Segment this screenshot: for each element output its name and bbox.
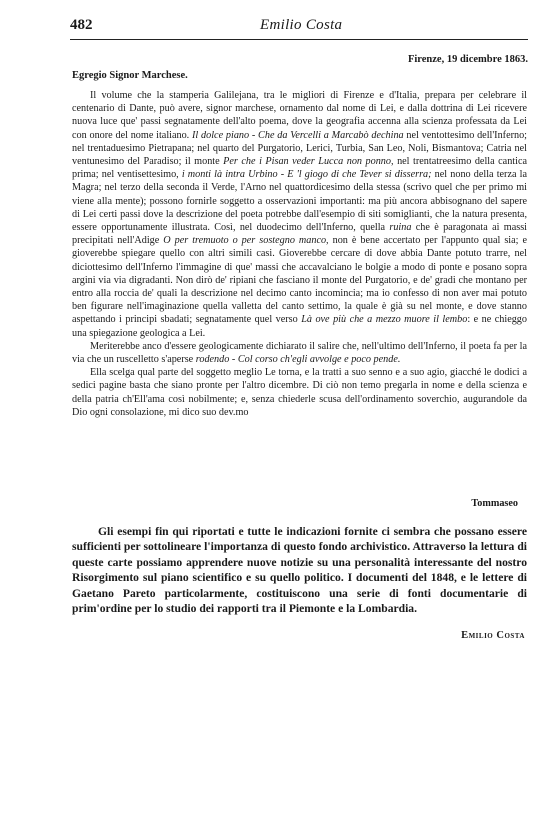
text-run: Meriterebbe anco d'essere geologicamente dichiarato il salire che, nell'ultimo dell'Inferno, il poeta fa per la via che un ruscelletto s'aperse <box>72 340 527 366</box>
essay-body <box>72 524 527 616</box>
quotation: O per tremuoto o per sostegno manco, <box>163 235 329 247</box>
text-run: nel trentatreesimo della cantica prima; nel ventisettesimo, <box>72 156 527 181</box>
text-run: nel nono della terza la Magra; nel terzo della seconda il Verde, l'Arno nel quattordicesimo della stessa (scrivo quel che per primo mi viene alla mente); possono fornirle soggetto a osservazioni importanti: ma più ancora abbisognano del sapere di Lei certi passi dove la descrizione del poeta potrebbe dall'esempio di siti somiglianti, che la natura presenta, essere opportunamente illustrata. Così, nel duodecimo dell'Inferno, quella <box>72 169 527 234</box>
text-run: nel ventottesimo dell'Inferno; nel trentaduesimo Pietrapana; nel quarto del Purgatorio, Lerici, Turbia, San Leo, Noli, Bismantova; Catria nel ventunesimo del Paradiso; il monte <box>72 129 527 168</box>
letter-body <box>72 89 527 419</box>
essay-paragraph: Gli esempi fin qui riportati e tutte le indicazioni fornite ci sembra che possano essere sufficienti per sottolineare l'importanza di questo fondo archivistico. Attraverso la lettura di queste carte possiamo apprendere nuove notizie su una personalità interessante del nostro Risorgimento sul piano scientifico e su quello politico. I documenti del 1848, e le lettere di Gaetano Pareto particolarmente, costituiscono una serie di fonti documentarie di prim'ordine per lo studio dei rapporti tra il Piemonte e la Lombardia. <box>72 525 527 616</box>
quotation: Per che i Pisan veder Lucca non ponno, <box>223 156 394 168</box>
page-header <box>70 17 528 40</box>
text-run: non è bene accertato per l'appunto qual sia; e gioverebbe spiegare quello con altri simili casi. Gioverebbe cercare di dove abbia Dante potuto trarre, nel diciottesimo dell'Inferno l'immagine di que' massi che accavalciano le bolgie a modo di ponte e posano sopra argini via via digradanti. Non dirò de' ripiani che fasciano il monte del Purgatorio, e de' gradi che montano per entro alla roccia de' quali la descrizione nel decimo canto incomincia; ma io confesso di non aver mai potuto ben figurare nell'imaginazione quella valletta del canto settimo, la quale è già su nel monte, e dove stanno aspettando i principi sbadati; segnatamente quel verso <box>72 235 527 326</box>
running-title: Emilio Costa <box>260 17 343 33</box>
letter-paragraph-3: Ella scelga qual parte del soggetto meglio Le torna, e la tratti a suo senno e a suo agio, giacché le dodici a sedici pagine basta che siano pronte per l'altro dicembre. Di ciò non temo pregarla in nome e della scienza e della patria ch'Ell'ama così nobilmente; e, senza chiederle scusa dell'ordinamento soverchio, augurandole da Dio ogni consolazione, mi dico suo dev.mo <box>72 367 527 418</box>
text-run: che è paragonata ai massi precipitati nell'Adige <box>72 222 527 247</box>
letter-signature: Tommaseo <box>471 498 518 509</box>
letter-paragraph-1 <box>72 89 527 340</box>
letter-paragraph-2 <box>72 340 527 366</box>
page-number: 482 <box>70 17 93 33</box>
quotation: Il dolce piano - Che da Vercelli a Marcabò dechina <box>192 129 404 141</box>
essay-author: Emilio Costa <box>461 630 525 641</box>
letter-salutation: Egregio Signor Marchese. <box>72 70 188 81</box>
quotation: ruina <box>389 222 412 234</box>
quotation: i monti là intra Urbino - E 'l giogo di che Tever si disserra; <box>181 169 432 181</box>
quotation: rodendo - Col corso ch'egli avvolge e poco pende. <box>195 354 401 366</box>
text-run: : e ne chieggo una spiegazione geologica a Lei. <box>72 314 527 339</box>
quotation: Là ove più che a mezzo muore il lembo <box>301 314 468 326</box>
letter-date: Firenze, 19 dicembre 1863. <box>407 54 528 65</box>
text-run: Il volume che la stamperia Galilejana, tra le migliori di Firenze e d'Italia, prepara per celebrare il centenario di Dante, può avere, signor marchese, ornamento dal nome di Lei, e dalla dottrina di Lei ricevere nuova luce que' passi segnatamente dell'alto poema, dove la geografia accenna alla scienza professata da Lei con onore del nome italiano. <box>72 90 527 141</box>
